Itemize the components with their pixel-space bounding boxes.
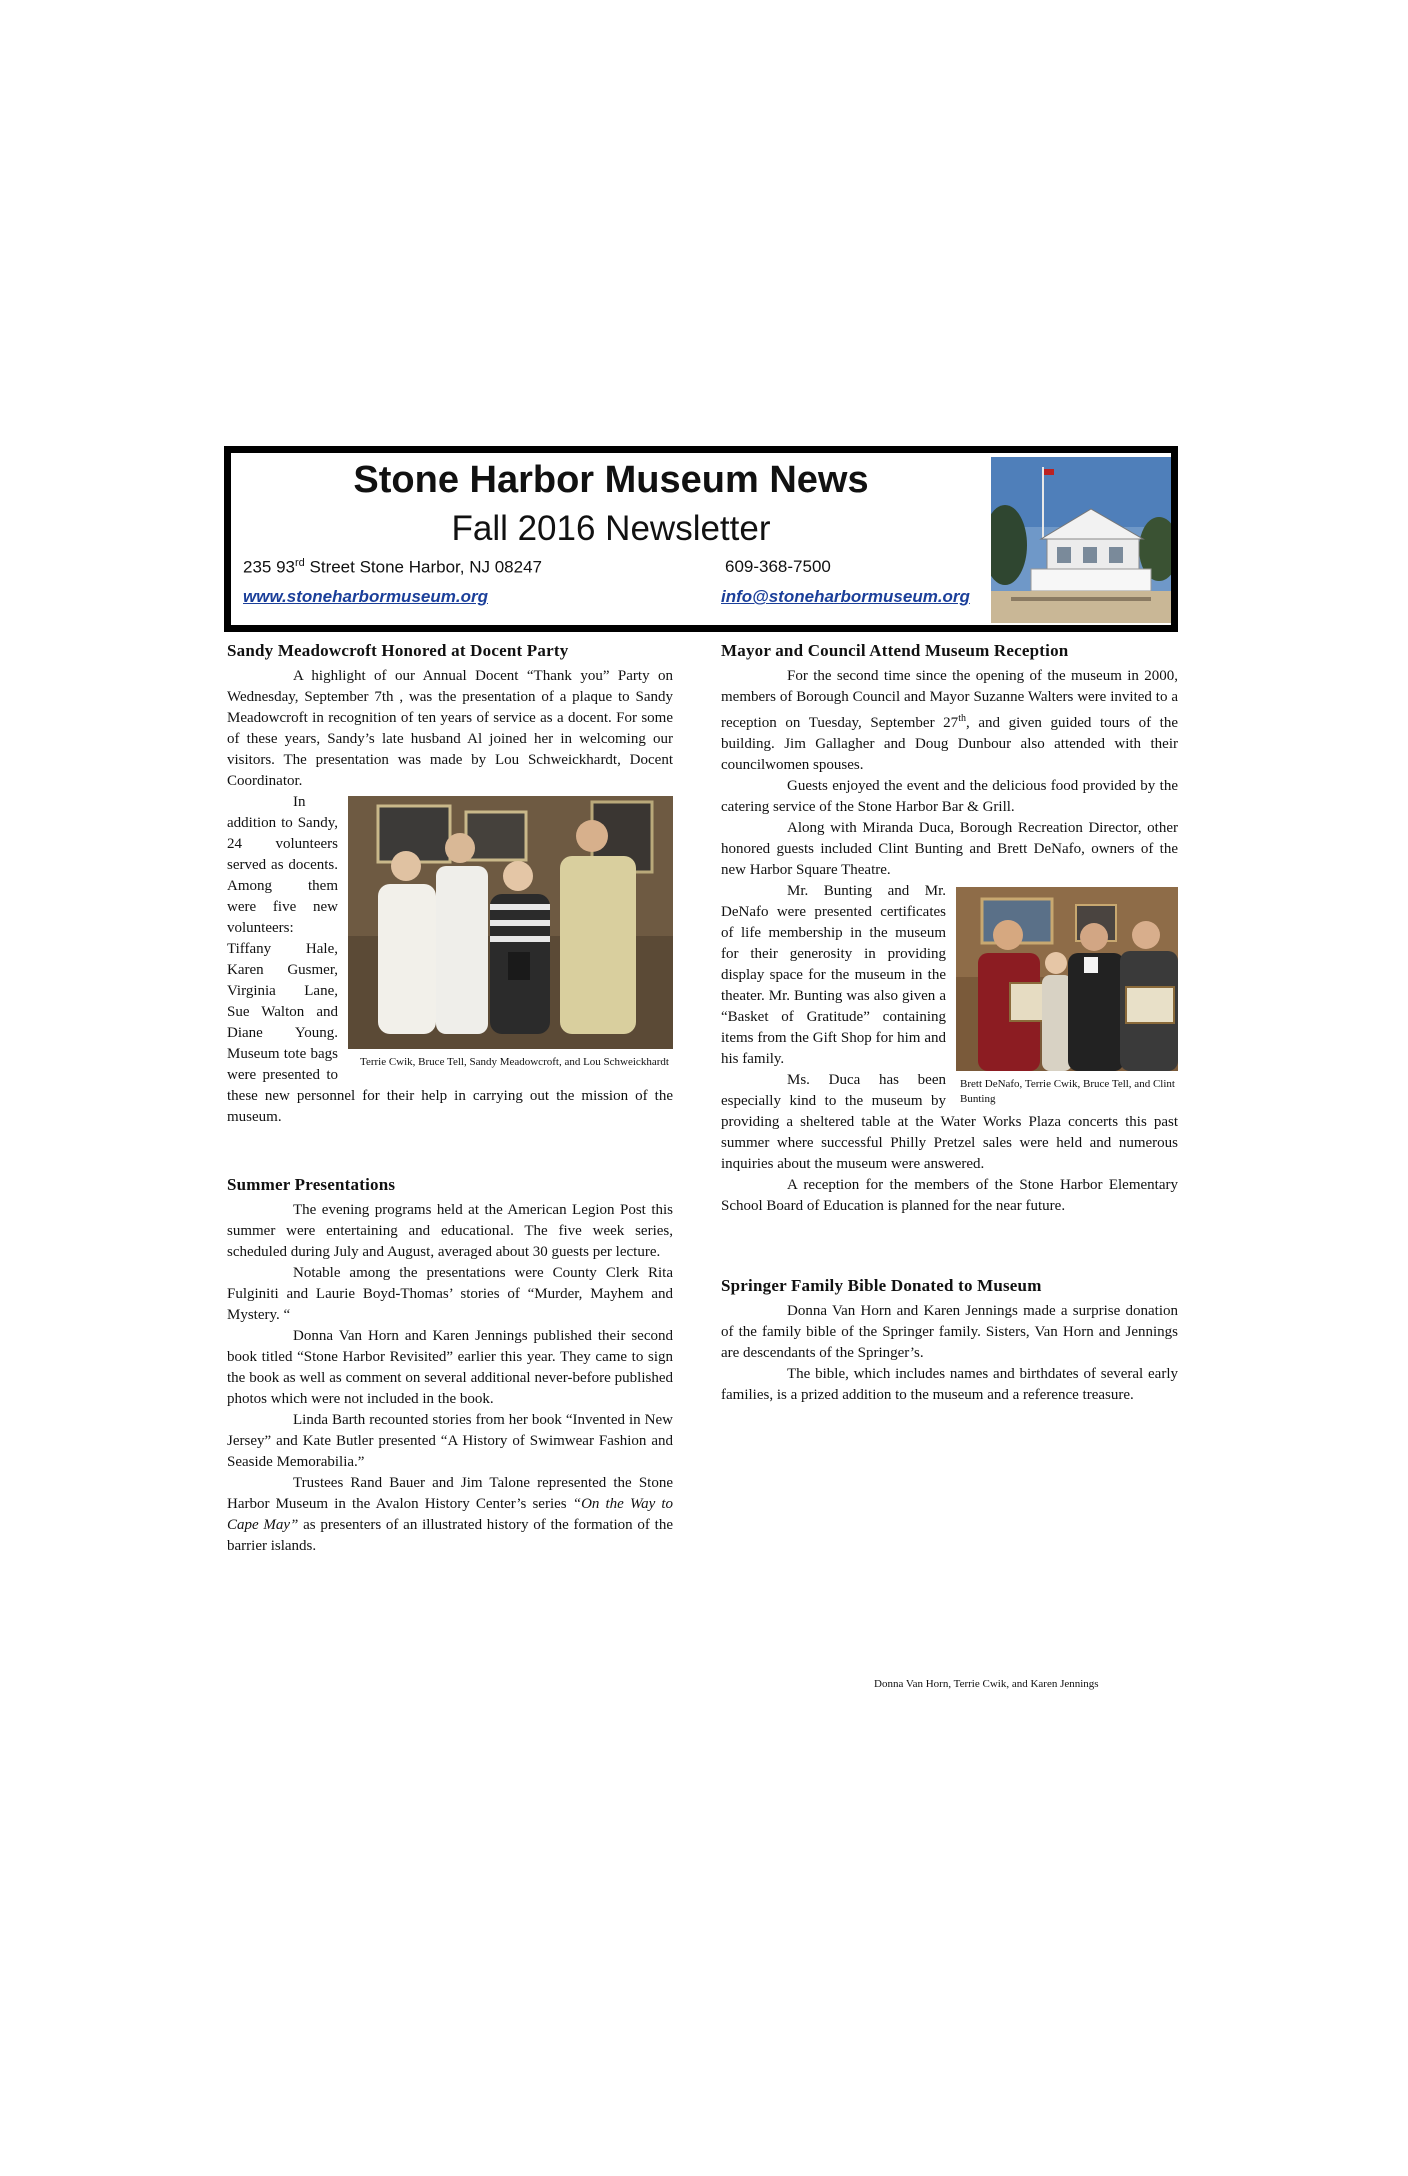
museum-address: 235 93rd Street Stone Harbor, NJ 08247: [243, 557, 542, 577]
summer-paragraph: Trustees Rand Bauer and Jim Talone represented the Stone Harbor Museum in the Avalon History Center’s series “On the Way to Cape May” as presenters of an illustrated history of the formation of the barrier islands.: [227, 1475, 673, 1554]
newsletter-title: Stone Harbor Museum News: [353, 459, 869, 501]
website-link[interactable]: www.stoneharbormuseum.org: [243, 587, 488, 606]
reception-group-photo: [956, 887, 1178, 1071]
reception-photo-caption: Brett DeNafo, Terrie Cwik, Bruce Tell, and Clint Bunting: [960, 1078, 1175, 1105]
mayor-headline: Mayor and Council Attend Museum Reception: [721, 641, 1069, 660]
summer-headline: Summer Presentations: [227, 1175, 396, 1194]
summer-paragraph: Donna Van Horn and Karen Jennings published their second book titled “Stone Harbor Revisited” earlier this year. They came to sign the book as well as comment on several additional never-before published photos which were not included in the book.: [227, 1328, 673, 1407]
summer-paragraph: The evening programs held at the American Legion Post this summer were entertaining and educational. The five week series, scheduled during July and August, averaged about 30 guests per lecture.: [227, 1202, 673, 1260]
right-column: [721, 640, 1178, 1406]
docent-photo-figure: [348, 796, 673, 1070]
left-column: [227, 640, 673, 1557]
museum-phone: 609-368-7500: [725, 557, 831, 576]
reception-photo-figure: [956, 887, 1178, 1107]
docent-group-photo: [348, 796, 673, 1049]
mayor-paragraph: For the second time since the opening of the museum in 2000, members of Borough Council and Mayor Suzanne Walters were invited to a reception on Tuesday, September 27th, and given guided tours of the building. Jim Gallagher and Doug Dunbour also attended with their councilwomen spouses.: [721, 668, 1178, 773]
summer-paragraph: Notable among the presentations were County Clerk Rita Fulginiti and Laurie Boyd-Thomas’ stories of “Murder, Mayhem and Mystery. “: [227, 1265, 673, 1323]
docent-headline: Sandy Meadowcroft Honored at Docent Party: [227, 641, 569, 660]
summer-paragraph: Linda Barth recounted stories from her book “Invented in New Jersey” and Kate Butler presented “A History of Swimwear Fashion and Seaside Memorabilia.”: [227, 1412, 673, 1470]
mayor-paragraph: Mr. Bunting and Mr. DeNafo were presented certificates of life membership in the museum for their generosity in providing display space for the museum in the theater. Mr. Bunting was also given a “Basket of Gratitude” containing items from the Gift Shop for him and his family.: [721, 883, 946, 1067]
masthead: [224, 446, 1178, 632]
docent-paragraph: In addition to Sandy, 24 volunteers served as docents. Among them were five new volunteers: Tiffany Hale, Karen Gusmer, Virginia Lane, Sue Walton and Diane Young. Museum tote bags were presented to these new personnel for their help in carrying out the mission of the museum.: [227, 794, 673, 1125]
signoff-authors: Donna Van Horn, Terrie Cwik, and Karen Jennings: [874, 1678, 1099, 1690]
bible-paragraph: The bible, which includes names and birthdates of several early families, is a prized addition to the museum and a reference treasure.: [721, 1366, 1178, 1403]
mayor-paragraph: A reception for the members of the Stone Harbor Elementary School Board of Education is planned for the near future.: [721, 1177, 1178, 1214]
email-link[interactable]: info@stoneharbormuseum.org: [721, 587, 970, 606]
bible-paragraph: Donna Van Horn and Karen Jennings made a surprise donation of the family bible of the Springer family. Sisters, Van Horn and Jennings are descendants of the Springer’s.: [721, 1303, 1178, 1361]
museum-building-photo: [991, 457, 1171, 623]
docent-photo-caption: Terrie Cwik, Bruce Tell, Sandy Meadowcroft, and Lou Schweickhardt: [360, 1056, 669, 1068]
newsletter-subtitle: Fall 2016 Newsletter: [451, 509, 771, 548]
mayor-paragraph: Ms. Duca has been especially kind to the museum by providing a sheltered table at the Water Works Plaza concerts this past summer where successful Philly Pretzel sales were held and numerous inquiries about the museum were answered.: [721, 1072, 1178, 1172]
bible-headline: Springer Family Bible Donated to Museum: [721, 1276, 1042, 1295]
mayor-paragraph: Guests enjoyed the event and the delicious food provided by the catering service of the Stone Harbor Bar & Grill.: [721, 778, 1178, 815]
docent-paragraph: A highlight of our Annual Docent “Thank you” Party on Wednesday, September 7th , was the presentation of a plaque to Sandy Meadowcroft in recognition of ten years of service as a docent. For some of these years, Sandy’s late husband Al joined her in welcoming our visitors. The presentation was made by Lou Schweickhardt, Docent Coordinator.: [227, 668, 673, 789]
mayor-paragraph: Along with Miranda Duca, Borough Recreation Director, other honored guests included Clint Bunting and Brett DeNafo, owners of the new Harbor Square Theatre.: [721, 820, 1178, 878]
